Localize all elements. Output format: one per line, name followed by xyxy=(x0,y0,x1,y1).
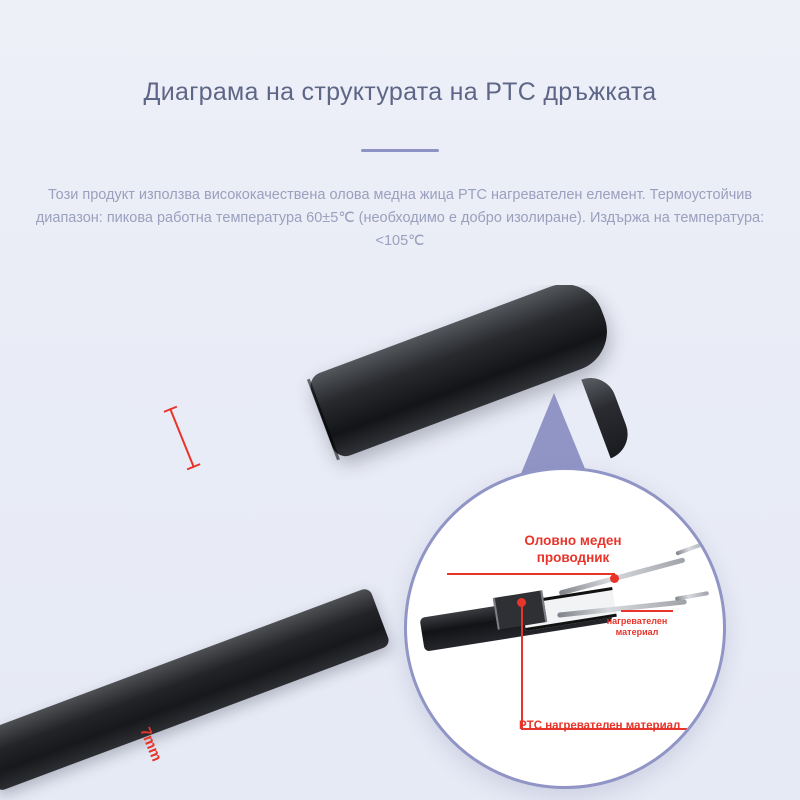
page-subtitle: Този продукт използва висококачествена олова медна жица PTC нагревателен елемент. Термоустойчив диапазон: пикова работна температура 60±5℃ (необходимо е добро изолиране). Издържа на температура: <105℃ xyxy=(35,187,765,249)
callout-label-ptc-material: PTC нагревателен материал xyxy=(519,720,681,732)
leader-line-heating-material xyxy=(621,610,673,612)
leader-line-ptc-vertical xyxy=(521,602,523,728)
page-title: Диаграма на структурата на PTC дръжката xyxy=(143,78,657,106)
magnifier-bubble xyxy=(404,467,726,789)
handle-shaft-lower xyxy=(0,587,391,792)
dimension-label: 7mm xyxy=(136,725,166,764)
dimension-marker xyxy=(169,408,195,468)
title-divider xyxy=(361,149,439,152)
lead-wire-tip-bottom xyxy=(675,591,709,601)
dimension-line xyxy=(169,408,195,468)
header xyxy=(0,0,800,253)
product-photo xyxy=(0,285,800,800)
callout-label-heating-material: нагревателен материал xyxy=(606,616,668,637)
callout-label-lead-wire: Оловно меден проводник xyxy=(524,533,622,565)
leader-line-lead-wire xyxy=(447,573,615,575)
callout-dot-lead-wire xyxy=(610,574,619,583)
lead-wire-tip-top xyxy=(675,540,708,555)
